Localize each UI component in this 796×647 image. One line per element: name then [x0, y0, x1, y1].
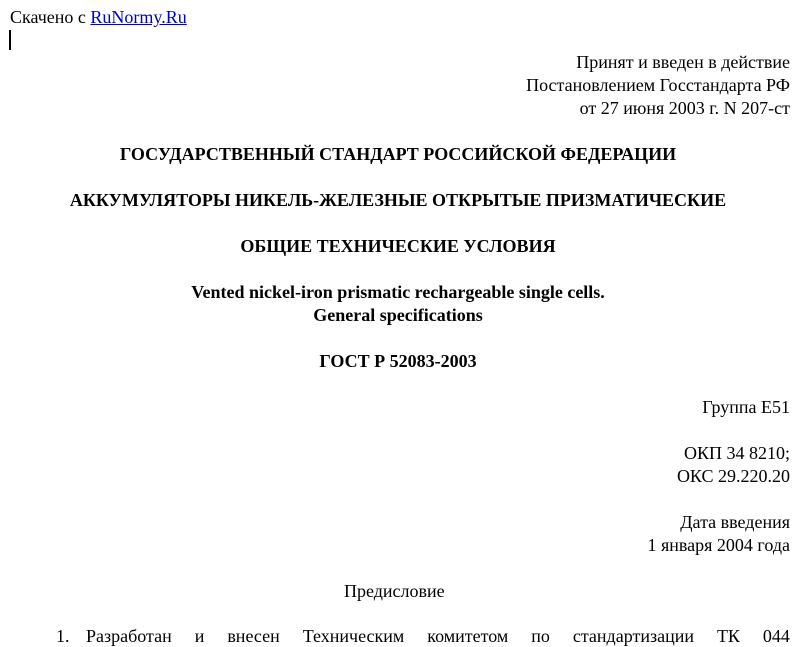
approval-line-1: Принят и введен в действие	[576, 52, 790, 72]
english-title-line-1: Vented nickel-iron prismatic rechargeable single cells.	[191, 282, 605, 302]
foreword-item-1	[86, 625, 790, 647]
word: ТК	[716, 626, 740, 646]
word: по	[531, 626, 550, 646]
word: 044	[762, 626, 790, 646]
oks-code: ОКС 29.220.20	[676, 466, 790, 486]
subtitle: ОБЩИЕ ТЕХНИЧЕСКИЕ УСЛОВИЯ	[240, 236, 556, 256]
list-item-number: 1.	[56, 626, 70, 646]
runormy-link[interactable]: RuNormy.Ru	[90, 7, 187, 27]
download-prefix: Скачено с	[10, 7, 86, 27]
word: стандартизации	[572, 626, 694, 646]
group-code: Группа Е51	[702, 397, 790, 417]
okp-code: ОКП 34 8210;	[683, 443, 790, 463]
english-title-line-2: General specifications	[313, 305, 483, 325]
foreword-heading: Предисловие	[344, 581, 445, 601]
word: и	[194, 626, 205, 646]
intro-date-label: Дата введения	[680, 512, 790, 532]
product-title: АККУМУЛЯТОРЫ НИКЕЛЬ-ЖЕЛЕЗНЫЕ ОТКРЫТЫЕ ПРИЗМАТИЧЕСКИЕ	[69, 190, 727, 210]
state-standard-title: ГОСУДАРСТВЕННЫЙ СТАНДАРТ РОССИЙСКОЙ ФЕДЕРАЦИИ	[119, 144, 677, 164]
word: Техническим	[302, 626, 405, 646]
download-source	[10, 6, 187, 28]
word: комитетом	[427, 626, 509, 646]
approval-line-2: Постановлением Госстандарта РФ	[526, 75, 790, 95]
text-cursor	[9, 30, 11, 50]
word: Разработан	[86, 626, 172, 646]
intro-date-value: 1 января 2004 года	[647, 535, 790, 555]
approval-line-3: от 27 июня 2003 г. N 207-ст	[579, 98, 790, 118]
gost-number: ГОСТ Р 52083-2003	[319, 351, 477, 371]
word: внесен	[227, 626, 280, 646]
